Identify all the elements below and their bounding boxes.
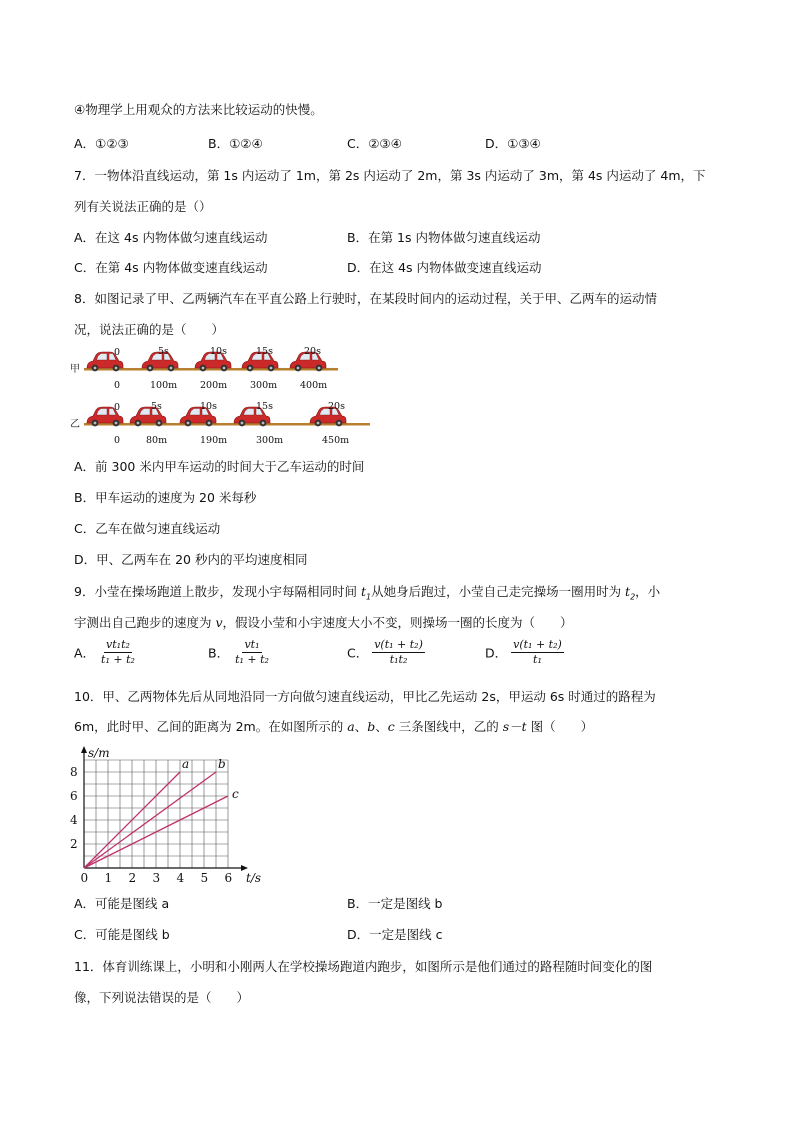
x-tick-label: 0 <box>80 871 89 885</box>
q6-option-d[interactable]: D．①③④ <box>485 136 541 151</box>
jia-time: 0 <box>114 347 121 358</box>
yi-dist: 190m <box>200 435 228 446</box>
q11-stem-line2: 像，下列说法错误的是（ ） <box>74 990 250 1005</box>
q6-option-b[interactable]: B．①②④ <box>208 136 263 151</box>
q8-option-d[interactable]: D．甲、乙两车在 20 秒内的平均速度相同 <box>74 552 308 567</box>
q7-stem-line2: 列有关说法正确的是（） <box>74 199 212 214</box>
x-tick-label: 5 <box>200 871 209 885</box>
x-tick-label: 1 <box>104 871 113 885</box>
q10-option-a[interactable]: A．可能是图线 a <box>74 896 170 911</box>
q9-option-b[interactable]: B． $\frac{\text{vt₁}}{\text{t₁ + t₂}}$ <box>208 638 269 666</box>
yi-time: 0 <box>114 402 121 413</box>
jia-time: 5s <box>158 346 169 357</box>
jia-time: 20s <box>304 346 321 357</box>
q10-stem-line1: 10．甲、乙两物体先后从同地沿同一方向做匀速直线运动，甲比乙先运动 2s，甲运动 6s 时通过的路程为 <box>74 689 656 704</box>
jia-dist: 100m <box>150 380 178 391</box>
x-tick-label: 6 <box>224 871 233 885</box>
q10-option-b[interactable]: B．一定是图线 b <box>347 896 443 911</box>
series-label-b: b <box>218 757 226 771</box>
jia-time: 15s <box>256 346 273 357</box>
jia-dist: 200m <box>200 380 228 391</box>
jia-time: 10s <box>210 346 227 357</box>
q10-stem-line2: 6m，此时甲、乙间的距离为 2m。在如图所示的 a、b、c 三条图线中，乙的 s－t 图（ ） <box>74 719 594 734</box>
q6-option-a[interactable]: A．①②③ <box>74 136 129 151</box>
q7-option-c[interactable]: C．在第 4s 内物体做变速直线运动 <box>74 260 268 275</box>
q11-stem-line1: 11．体育训练课上，小明和小刚两人在学校操场跑道内跑步，如图所示是他们通过的路程随时间变化的图 <box>74 959 653 974</box>
yi-dist: 0 <box>114 435 121 446</box>
q7-option-a[interactable]: A．在这 4s 内物体做匀速直线运动 <box>74 230 268 245</box>
q6-item4: ④物理学上用观众的方法来比较运动的快慢。 <box>74 102 323 117</box>
q6-option-c[interactable]: C．②③④ <box>347 136 402 151</box>
y-axis-label: s/m <box>88 746 110 760</box>
st-graph <box>68 736 262 888</box>
q10-option-d[interactable]: D．一定是图线 c <box>347 927 443 942</box>
q8-cars-figure <box>70 344 380 448</box>
y-axis-arrow <box>81 746 87 753</box>
x-tick-label: 4 <box>176 871 185 885</box>
x-tick-label: 2 <box>128 871 137 885</box>
q7-option-d[interactable]: D．在这 4s 内物体做变速直线运动 <box>347 260 542 275</box>
yi-dist: 80m <box>146 435 168 446</box>
yi-time: 10s <box>200 401 217 412</box>
jia-label: 甲 <box>70 364 80 375</box>
y-tick-label: 6 <box>70 789 78 803</box>
y-tick-label: 4 <box>70 813 78 827</box>
q9-option-c[interactable]: C． $\frac{\text{v(t₁ + t₂)}}{\text{t₁t₂}}$ <box>347 638 423 666</box>
x-tick-label: 3 <box>152 871 161 885</box>
series-label-c: c <box>232 787 239 801</box>
yi-time: 15s <box>256 401 273 412</box>
yi-dist: 450m <box>322 435 350 446</box>
q8-option-c[interactable]: C．乙车在做匀速直线运动 <box>74 521 221 536</box>
yi-road <box>84 423 370 426</box>
q9-option-d[interactable]: D． $\frac{\text{v(t₁ + t₂)}}{\text{t₁}}$ <box>485 638 562 666</box>
yi-time: 20s <box>328 401 345 412</box>
q10-option-c[interactable]: C．可能是图线 b <box>74 927 170 942</box>
q8-stem-line1: 8．如图记录了甲、乙两辆汽车在平直公路上行驶时，在某段时间内的运动过程，关于甲、乙两车的运动情 <box>74 291 657 306</box>
q9-option-a[interactable]: A． $\frac{\text{vt₁t₂}}{\text{t₁ + t₂}}$ <box>74 638 135 666</box>
jia-dist: 400m <box>300 380 328 391</box>
y-tick-label: 2 <box>70 837 78 851</box>
yi-dist: 300m <box>256 435 284 446</box>
q7-option-b[interactable]: B．在第 1s 内物体做匀速直线运动 <box>347 230 541 245</box>
q8-stem-line2: 况，说法正确的是（ ） <box>74 322 225 337</box>
x-axis-label: t/s <box>246 871 262 885</box>
jia-dist: 0 <box>114 380 121 391</box>
jia-dist: 300m <box>250 380 278 391</box>
yi-time: 5s <box>151 401 162 412</box>
q9-stem-line1: 9．小莹在操场跑道上散步，发现小宇每隔相同时间 $t_1$从她身后跑过，小莹自己走完操场一圈用时为 $t_2$，小 <box>74 584 661 602</box>
series-label-a: a <box>182 757 190 771</box>
yi-label: 乙 <box>70 419 80 430</box>
q8-option-a[interactable]: A．前 300 米内甲车运动的时间大于乙车运动的时间 <box>74 459 365 474</box>
q9-stem-line2: 宇测出自己跑步的速度为 v，假设小莹和小宇速度大小不变，则操场一圈的长度为（ ） <box>74 615 573 630</box>
q8-option-b[interactable]: B．甲车运动的速度为 20 米每秒 <box>74 490 257 505</box>
q7-stem-line1: 7．一物体沿直线运动，第 1s 内运动了 1m，第 2s 内运动了 2m，第 3s 内运动了 3m，第 4s 内运动了 4m，下 <box>74 168 706 183</box>
y-tick-label: 8 <box>70 765 78 779</box>
